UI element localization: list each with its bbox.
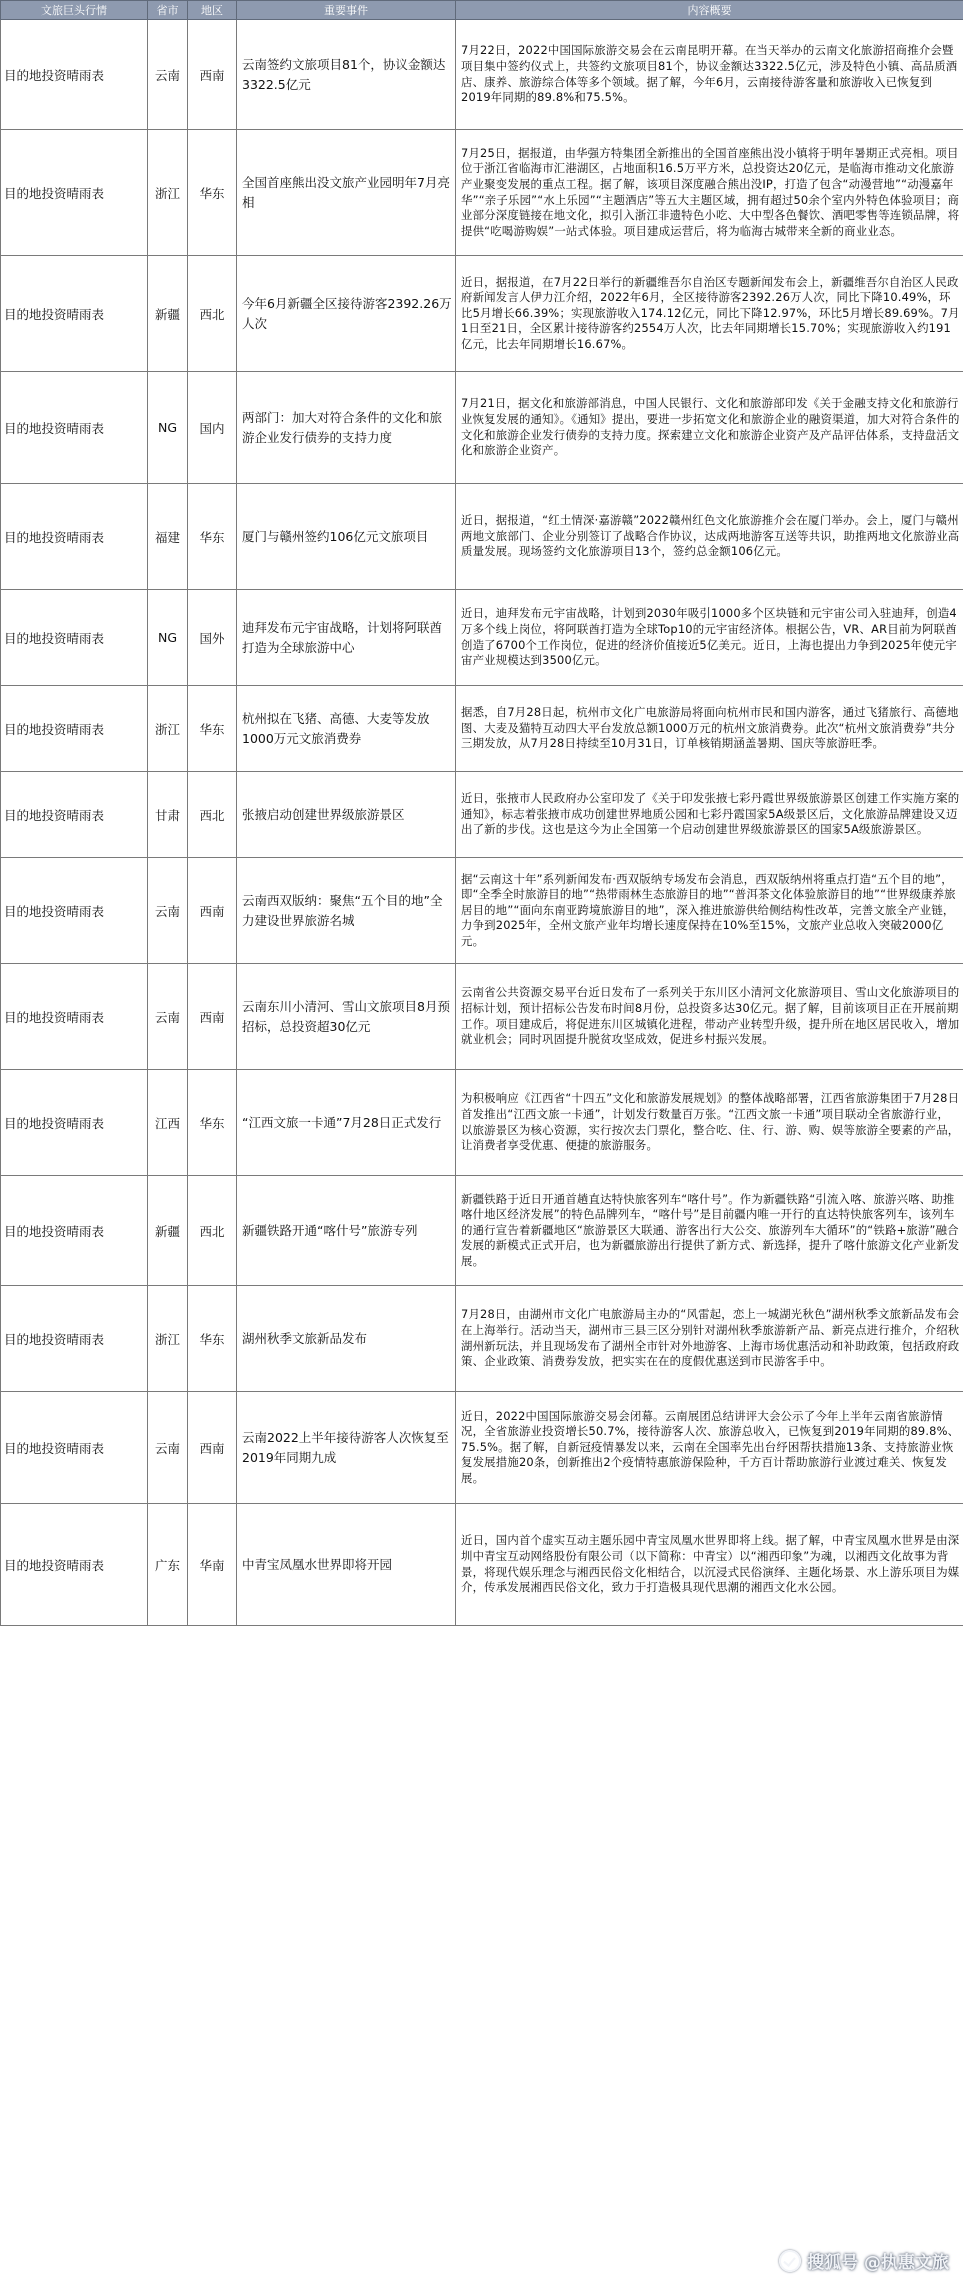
table-row — [1, 1286, 963, 1392]
row-province: 新疆 — [148, 1176, 188, 1286]
row-region: 西北 — [188, 1176, 237, 1286]
table-row — [1, 772, 963, 858]
row-category: 目的地投资晴雨表 — [1, 1070, 148, 1176]
row-category: 目的地投资晴雨表 — [1, 1392, 148, 1504]
table-row — [1, 484, 963, 590]
row-event: 云南签约文旅项目81个，协议金额达3322.5亿元 — [237, 20, 456, 130]
row-summary: 7月28日，由湖州市文化广电旅游局主办的“风雷起，恋上一城湖光秋色”湖州秋季文旅新品发布会在上海举行。活动当天，湖州市三县三区分别针对湖州秋季旅游新产品、新亮点进行推介，介绍秋湖州新玩法，并且现场发布了湖州全市针对外地游客、上海市场优惠活动和补助政策，包括政府政策、企业政策、消费券发放，把实实在在的度假优惠送到市民游客手中。 — [456, 1286, 963, 1392]
table-row — [1, 590, 963, 686]
row-province: 云南 — [148, 858, 188, 964]
row-region: 西南 — [188, 20, 237, 130]
row-event: 迪拜发布元宇宙战略，计划将阿联酋打造为全球旅游中心 — [237, 590, 456, 686]
row-province: 广东 — [148, 1504, 188, 1626]
row-province: 甘肃 — [148, 772, 188, 858]
row-summary: 近日，据报道，在7月22日举行的新疆维吾尔自治区专题新闻发布会上，新疆维吾尔自治区人民政府新闻发言人伊力江介绍，2022年6月，全区接待游客2392.26万人次，同比下降10.49%，环比5月增长66.39%；实现旅游收入174.12亿元，同比下降12.97%，环比5月增长89.69%。7月1日至21日，全区累计接待游客约2554万人次，比去年同期增长15.70%；实现旅游收入约191亿元，比去年同期增长16.67%。 — [456, 256, 963, 372]
row-event: 张掖启动创建世界级旅游景区 — [237, 772, 456, 858]
header-province: 省市 — [148, 1, 188, 20]
row-province: NG — [148, 372, 188, 484]
row-province: 云南 — [148, 1392, 188, 1504]
row-region: 西北 — [188, 772, 237, 858]
table-row — [1, 1070, 963, 1176]
row-event: 云南东川小清河、雪山文旅项目8月预招标，总投资超30亿元 — [237, 964, 456, 1070]
table-row — [1, 964, 963, 1070]
row-region: 华东 — [188, 1286, 237, 1392]
row-summary: 据悉，自7月28日起，杭州市文化广电旅游局将面向杭州市民和国内游客，通过飞猪旅行、高德地图、大麦及猫特互动四大平台发放总额1000万元的杭州文旅消费券。此次“杭州文旅消费券”共分三期发放，从7月28日持续至10月31日，订单核销期涵盖暑期、国庆等旅游旺季。 — [456, 686, 963, 772]
table-row — [1, 256, 963, 372]
row-summary: 新疆铁路于近日开通首趟直达特快旅客列车“喀什号”。作为新疆铁路“引流入喀、旅游兴喀、助推喀什地区经济发展”的特色品牌列车，“喀什号”是目前疆内唯一开行的直达特快旅客列车，该列车的通行宣告着新疆地区“旅游景区大联通、游客出行大公交、旅游列车大循环”的“铁路+旅游”融合发展的新模式正式开启，也为新疆旅游出行提供了新方式、新选择，提升了喀什旅游文化产业新发展。 — [456, 1176, 963, 1286]
row-event: 两部门：加大对符合条件的文化和旅游企业发行债券的支持力度 — [237, 372, 456, 484]
row-region: 华东 — [188, 484, 237, 590]
row-province: 江西 — [148, 1070, 188, 1176]
row-event: 杭州拟在飞猪、高德、大麦等发放1000万元文旅消费券 — [237, 686, 456, 772]
row-event: 云南2022上半年接待游客人次恢复至2019年同期九成 — [237, 1392, 456, 1504]
row-category: 目的地投资晴雨表 — [1, 484, 148, 590]
header-summary: 内容概要 — [456, 1, 963, 20]
watermark-text: 搜狐号 @执惠文旅 — [807, 2253, 949, 2273]
row-event: 厦门与赣州签约106亿元文旅项目 — [237, 484, 456, 590]
row-summary: 据“云南这十年”系列新闻发布·西双版纳专场发布会消息，西双版纳州将重点打造“五个目的地”，即“全季全时旅游目的地”“热带雨林生态旅游目的地”“普洱茶文化体验旅游目的地”“世界级康养旅居目的地”“面向东南亚跨境旅游目的地”，深入推进旅游供给侧结构性改革，完善文旅全产业链，力争到2025年，全州文旅产业年均增长速度保持在10%至15%，文旅产业总收入突破2000亿元。 — [456, 858, 963, 964]
row-region: 华东 — [188, 130, 237, 256]
header-event: 重要事件 — [237, 1, 456, 20]
header-region: 地区 — [188, 1, 237, 20]
row-summary: 近日，国内首个虚实互动主题乐园中青宝凤凰水世界即将上线。据了解，中青宝凤凰水世界是由深圳中青宝互动网络股份有限公司（以下简称：中青宝）以“湘西印象”为魂，以湘西文化故事为背景，将现代娱乐理念与湘西民俗文化相结合，以沉浸式民俗演绎、主题化场景、水上游乐项目为媒介，传承发展湘西民俗文化，致力于打造极具现代思潮的湘西文化水公园。 — [456, 1504, 963, 1626]
row-summary: 7月22日，2022中国国际旅游交易会在云南昆明开幕。在当天举办的云南文化旅游招商推介会暨项目集中签约仪式上，共签约文旅项目81个，协议金额达3322.5亿元，涉及特色小镇、高品质酒店、康养、旅游综合体等多个领域。据了解，今年6月，云南接待游客量和旅游收入已恢复到2019年同期的89.8%和75.5%。 — [456, 20, 963, 130]
row-event: 新疆铁路开通“喀什号”旅游专列 — [237, 1176, 456, 1286]
row-event: 今年6月新疆全区接待游客2392.26万人次 — [237, 256, 456, 372]
table-row — [1, 20, 963, 130]
row-category: 目的地投资晴雨表 — [1, 256, 148, 372]
row-province: 福建 — [148, 484, 188, 590]
table-row — [1, 372, 963, 484]
row-province: NG — [148, 590, 188, 686]
row-category: 目的地投资晴雨表 — [1, 20, 148, 130]
row-event: “江西文旅一卡通”7月28日正式发行 — [237, 1070, 456, 1176]
row-province: 浙江 — [148, 1286, 188, 1392]
row-category: 目的地投资晴雨表 — [1, 1504, 148, 1626]
row-category: 目的地投资晴雨表 — [1, 372, 148, 484]
row-region: 华东 — [188, 686, 237, 772]
row-category: 目的地投资晴雨表 — [1, 772, 148, 858]
row-summary: 7月25日，据报道，由华强方特集团全新推出的全国首座熊出没小镇将于明年暑期正式亮相。项目位于浙江省临海市汇港湖区，占地面积16.5万平方米，总投资达20亿元，是临海市推动文化旅游产业聚变发展的重点工程。据了解，该项目深度融合熊出没IP，打造了包含“动漫营地”“动漫嘉年华”“亲子乐园”“水上乐园”“主题酒店”等五大主题区域，拥有超过50余个室内外特色体验项目；商业部分深度链接在地文化，拟引入浙江非遗特色小吃、大中型各色餐饮、酒吧零售等连锁品牌，将提供“吃喝游购娱”一站式体验。项目建成运营后，将为临海古城带来全新的商业业态。 — [456, 130, 963, 256]
row-province: 云南 — [148, 964, 188, 1070]
header-row — [1, 1, 963, 20]
row-province: 浙江 — [148, 686, 188, 772]
row-region: 国外 — [188, 590, 237, 686]
table-row — [1, 1504, 963, 1626]
row-region: 国内 — [188, 372, 237, 484]
row-region: 西南 — [188, 964, 237, 1070]
row-category: 目的地投资晴雨表 — [1, 130, 148, 256]
table-row — [1, 858, 963, 964]
row-summary: 7月21日，据文化和旅游部消息，中国人民银行、文化和旅游部印发《关于金融支持文化和旅游行业恢复发展的通知》。《通知》提出，要进一步拓宽文化和旅游企业的融资渠道，加大对符合条件的文化和旅游企业发行债券的支持力度。探索建立文化和旅游企业资产及产品评估体系，支持盘活文化和旅游企业资产。 — [456, 372, 963, 484]
row-region: 西南 — [188, 1392, 237, 1504]
row-summary: 近日，据报道，“红土情深·嘉游赣”2022赣州红色文化旅游推介会在厦门举办。会上，厦门与赣州两地文旅部门、企业分别签订了战略合作协议，达成两地游客互送等共识，助推两地文化旅游业高质量发展。现场签约文化旅游项目13个，签约总金额106亿元。 — [456, 484, 963, 590]
row-region: 西南 — [188, 858, 237, 964]
table-row — [1, 130, 963, 256]
row-category: 目的地投资晴雨表 — [1, 1176, 148, 1286]
row-category: 目的地投资晴雨表 — [1, 964, 148, 1070]
row-summary: 近日，迪拜发布元宇宙战略，计划到2030年吸引1000多个区块链和元宇宙公司入驻迪拜，创造4万多个线上岗位，将阿联酋打造为全球Top10的元宇宙经济体。根据公告，VR、AR目前为阿联酋创造了6700个工作岗位，促进的经济价值接近5亿美元。近日，上海也提出力争到2025年使元宇宙产业规模达到3500亿元。 — [456, 590, 963, 686]
row-province: 浙江 — [148, 130, 188, 256]
row-event: 中青宝凤凰水世界即将开园 — [237, 1504, 456, 1626]
row-province: 新疆 — [148, 256, 188, 372]
row-category: 目的地投资晴雨表 — [1, 1286, 148, 1392]
table-row — [1, 686, 963, 772]
row-category: 目的地投资晴雨表 — [1, 858, 148, 964]
watermark — [779, 2248, 949, 2273]
row-region: 西北 — [188, 256, 237, 372]
row-summary: 云南省公共资源交易平台近日发布了一系列关于东川区小清河文化旅游项目、雪山文化旅游项目的招标计划，预计招标公告发布时间8月份，总投资多达30亿元。据了解，目前该项目正在开展前期工作。项目建成后，将促进东川区城镇化进程，带动产业转型升级，提升所在地区居民收入，增加就业机会；同时巩固提升脱贫攻坚成效，促进乡村振兴发展。 — [456, 964, 963, 1070]
row-region: 华南 — [188, 1504, 237, 1626]
row-summary: 近日，张掖市人民政府办公室印发了《关于印发张掖七彩丹霞世界级旅游景区创建工作实施方案的通知》，标志着张掖市成功创建世界地质公园和七彩丹霞国家5A级景区后，文化旅游品牌建设又迈出了新的步伐。这也是这今为止全国第一个启动创建世界级旅游景区的国家5A级旅游景区。 — [456, 772, 963, 858]
header-category: 文旅巨头行情 — [1, 1, 148, 20]
row-province: 云南 — [148, 20, 188, 130]
row-event: 云南西双版纳：聚焦“五个目的地”全力建设世界旅游名城 — [237, 858, 456, 964]
check-circle-icon — [779, 2250, 801, 2272]
row-summary: 为积极响应《江西省“十四五”文化和旅游发展规划》的整体战略部署，江西省旅游集团于7月28日首发推出“江西文旅一卡通”，计划发行数量百万张。“江西文旅一卡通”项目联动全省旅游行业，以旅游景区为核心资源，实行按次去门票化，整合吃、住、行、游、购、娱等旅游全要素的产品，让消费者享受优惠、便捷的旅游服务。 — [456, 1070, 963, 1176]
row-event: 全国首座熊出没文旅产业园明年7月亮相 — [237, 130, 456, 256]
table-row — [1, 1392, 963, 1504]
row-region: 华东 — [188, 1070, 237, 1176]
row-summary: 近日，2022中国国际旅游交易会闭幕。云南展团总结讲评大会公示了今年上半年云南省旅游情况，全省旅游业投资增长50.7%，接待游客人次、旅游总收入，已恢复到2019年同期的89.8%、75.5%。据了解，自新冠疫情暴发以来，云南在全国率先出台纾困帮扶措施13条、支持旅游业恢复发展措施20条，创新推出2个疫情特惠旅游保险种，千方百计帮助旅游行业渡过难关、恢复发展。 — [456, 1392, 963, 1504]
row-event: 湖州秋季文旅新品发布 — [237, 1286, 456, 1392]
row-category: 目的地投资晴雨表 — [1, 686, 148, 772]
table-row — [1, 1176, 963, 1286]
row-category: 目的地投资晴雨表 — [1, 590, 148, 686]
